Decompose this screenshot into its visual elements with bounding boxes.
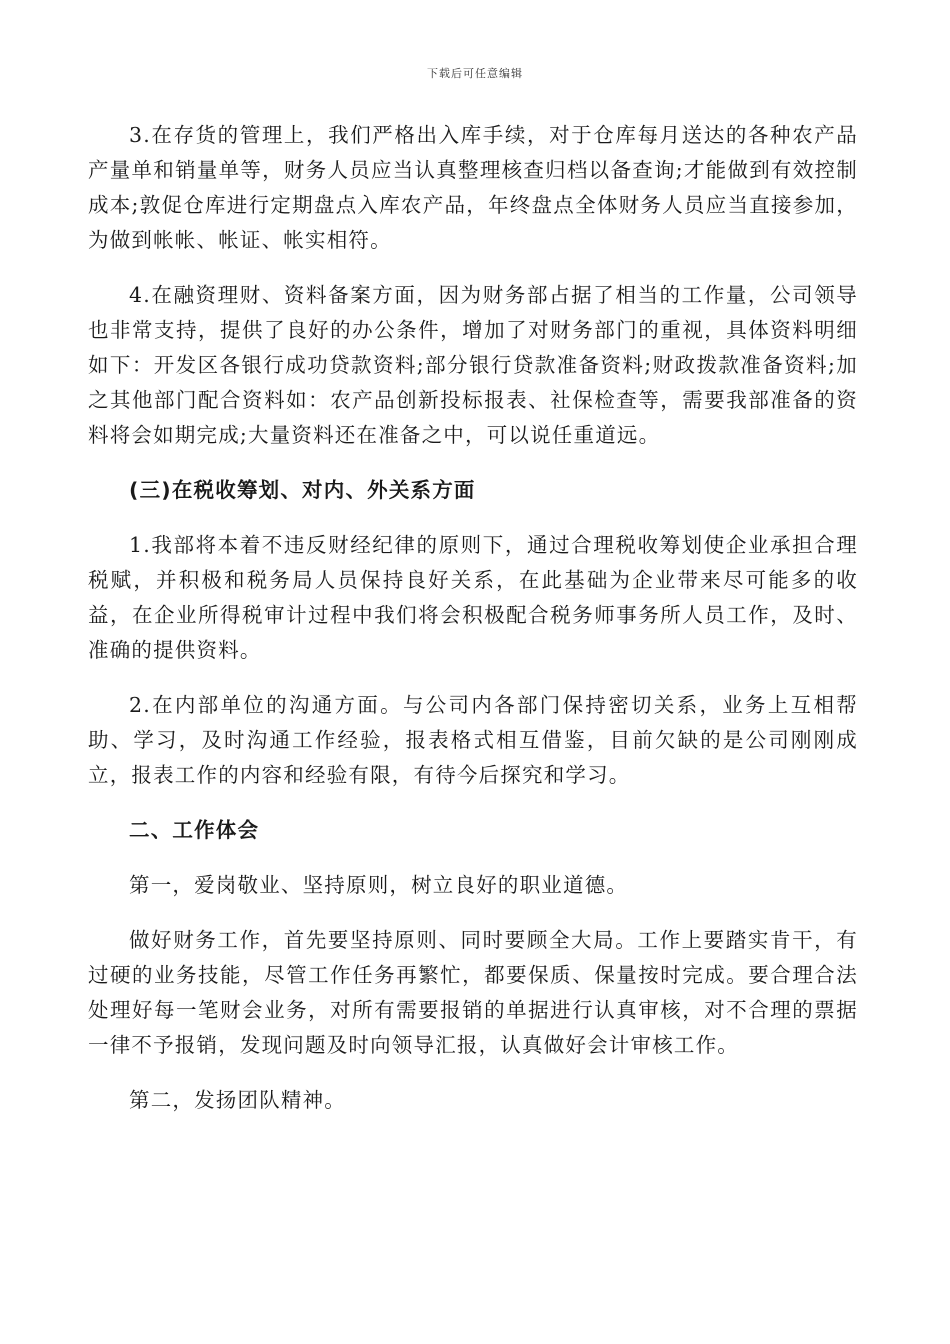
paragraph-inventory-management: 3.在存货的管理上，我们严格出入库手续，对于仓库每月送达的各种农产品产量单和销量单等，财务人员应当认真整理核查归档以备查询;才能做到有效控制成本;敦促仓库进行定期盘点入库农产品，年终盘点全体财务人员应当直接参加，为做到帐帐、帐证、帐实相符。 [88, 123, 858, 252]
paragraph-tax-planning: 1.我部将本着不违反财经纪律的原则下，通过合理税收筹划使企业承担合理税赋，并积极和税务局人员保持良好关系，在此基础为企业带来尽可能多的收益，在企业所得税审计过程中我们将会积极配合税务师事务所人员工作，及时、准确的提供资料。 [88, 533, 858, 662]
page-header-note: 下载后可任意编辑 [427, 67, 523, 80]
section-heading-work-experience: 二、工作体会 [129, 818, 260, 842]
paragraph-financing-records: 4.在融资理财、资料备案方面，因为财务部占据了相当的工作量，公司领导也非常支持，提供了良好的办公条件，增加了对财务部门的重视，具体资料明细如下：开发区各银行成功贷款资料;部分银行贷款准备资料;财政拨款准备资料;加之其他部门配合资料如：农产品创新投标报表、社保检查等，需要我部准备的资料将会如期完成;大量资料还在准备之中，可以说任重道远。 [88, 283, 858, 447]
paragraph-finance-work: 做好财务工作，首先要坚持原则、同时要顾全大局。工作上要踏实肯干，有过硬的业务技能，尽管工作任务再繁忙，都要保质、保量按时完成。要合理合法处理好每一笔财会业务，对所有需要报销的单据进行认真审核，对不合理的票据一律不予报销，发现问题及时向领导汇报，认真做好会计审核工作。 [88, 928, 858, 1057]
paragraph-second-point: 第二，发扬团队精神。 [129, 1088, 346, 1112]
paragraph-first-point: 第一，爱岗敬业、坚持原则，树立良好的职业道德。 [129, 873, 629, 897]
document-body [88, 118, 858, 1138]
paragraph-internal-communication: 2.在内部单位的沟通方面。与公司内各部门保持密切关系，业务上互相帮助、学习，及时沟通工作经验，报表格式相互借鉴，目前欠缺的是公司刚刚成立，报表工作的内容和经验有限，有待今后探究和学习。 [88, 693, 858, 787]
section-heading-tax-planning: (三)在税收筹划、对内、外关系方面 [129, 478, 476, 502]
